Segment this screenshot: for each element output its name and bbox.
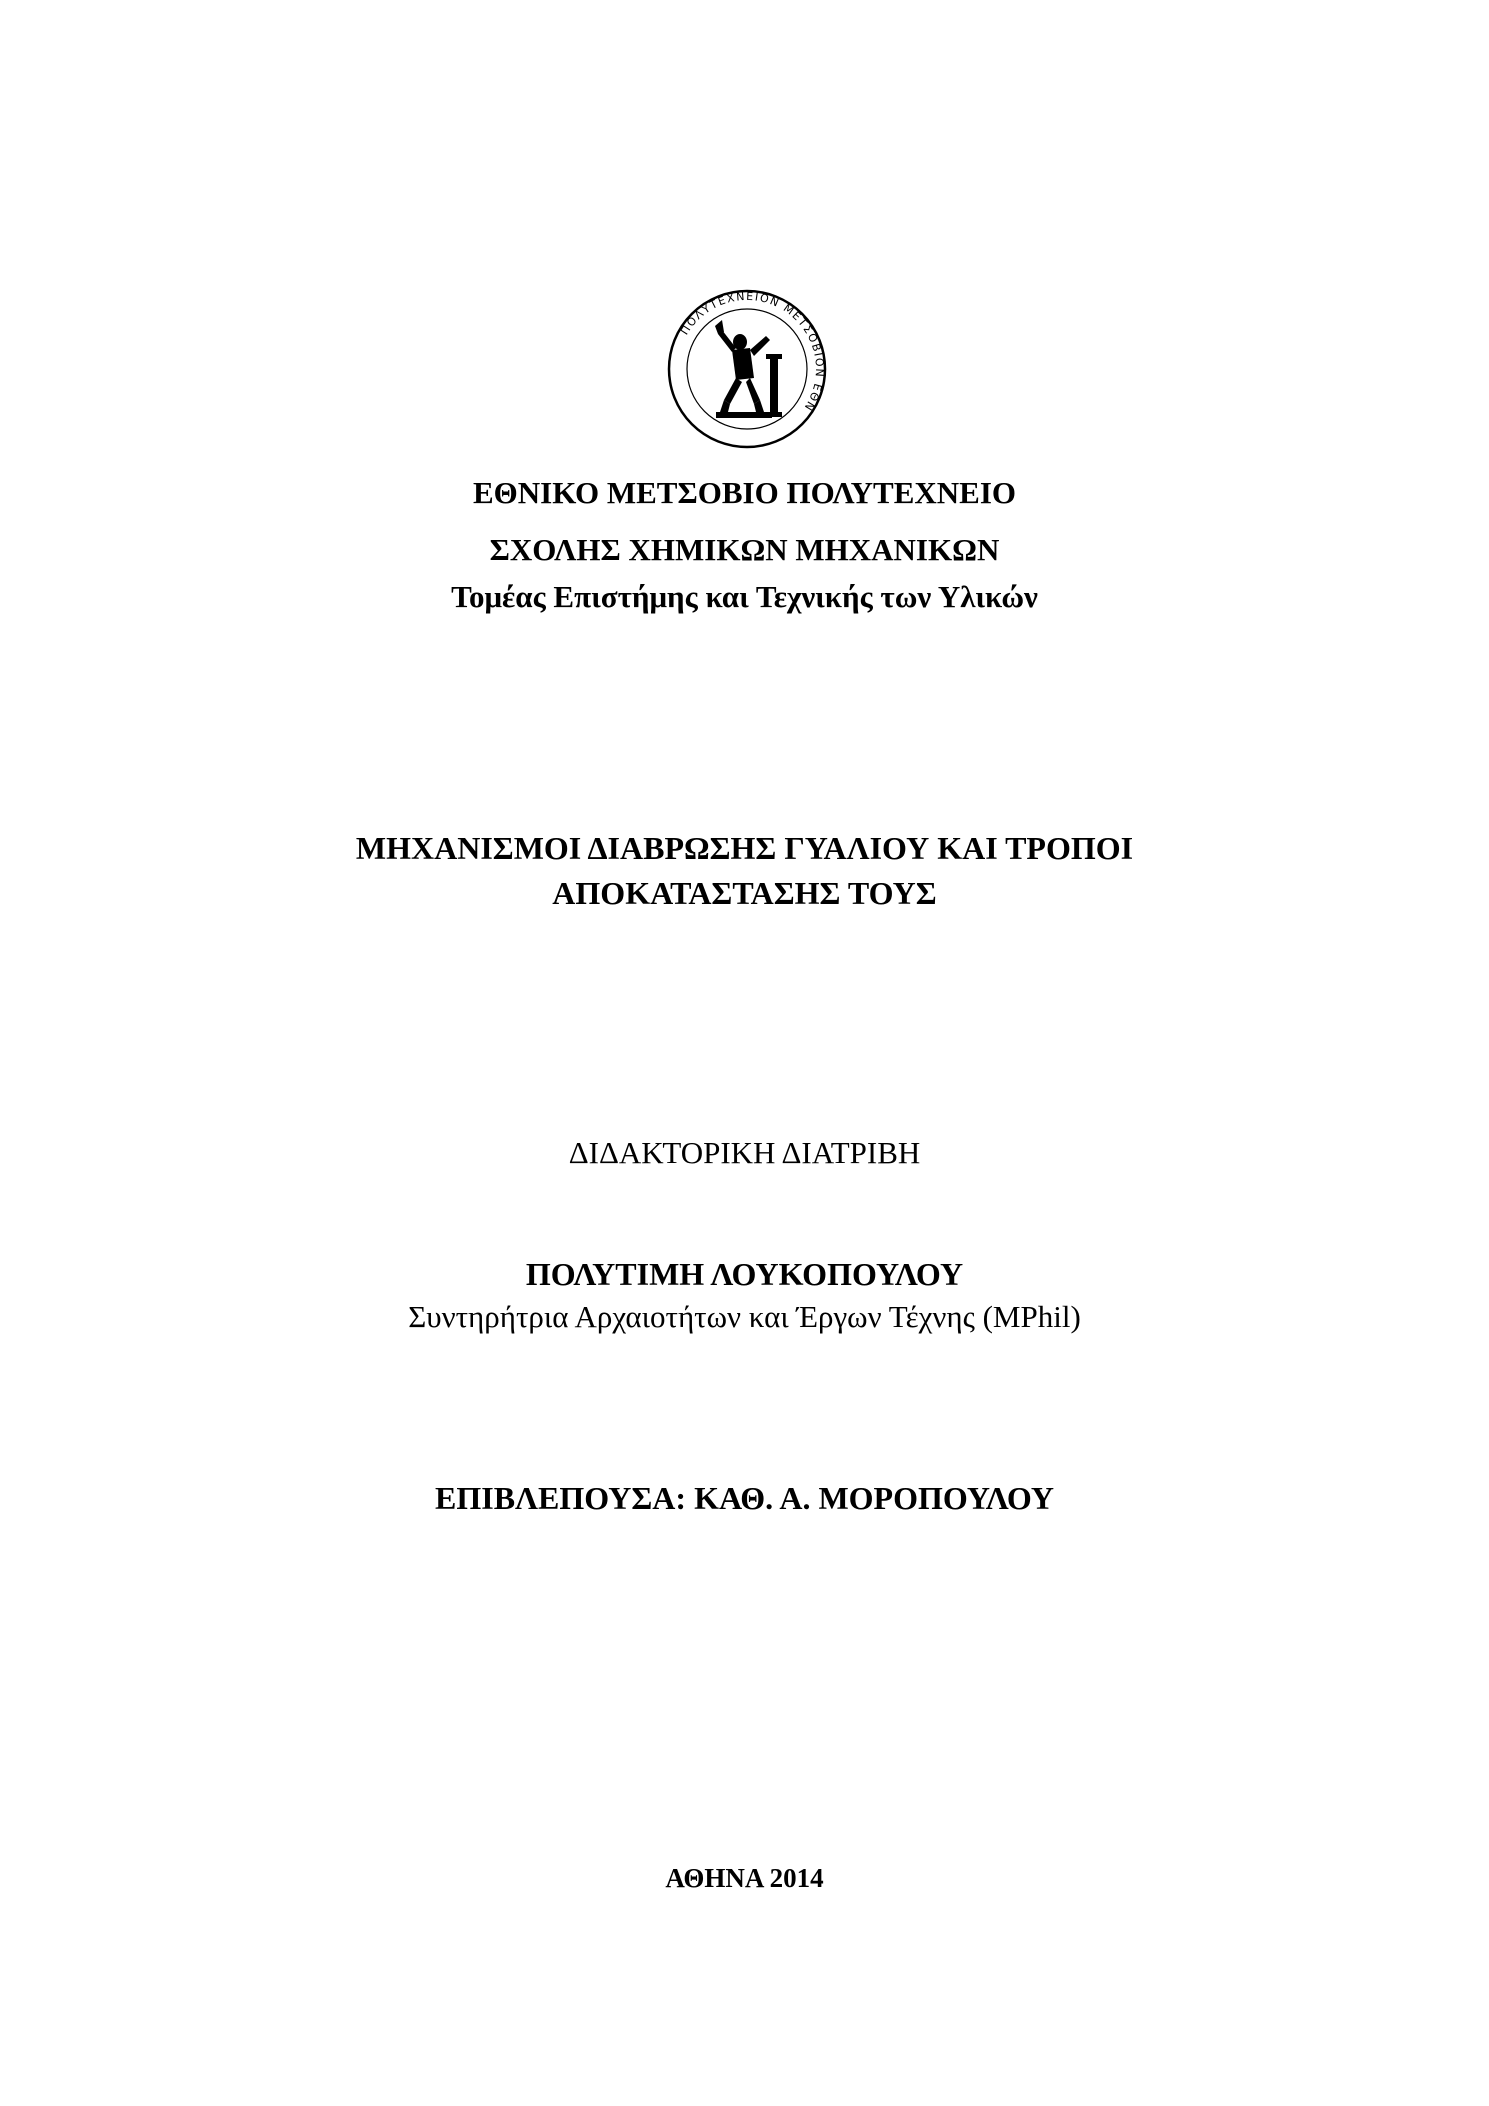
author-name: ΠΟΛΥΤΙΜΗ ΛΟΥΚΟΠΟΥΛΟΥ — [525, 1256, 964, 1292]
thesis-type: ΔΙΔΑΚΤΟΡΙΚΗ ΔΙΑΤΡΙΒΗ — [568, 1135, 921, 1170]
university-name: ΕΘΝΙΚΟ ΜΕΤΣΟΒΙΟ ΠΟΛΥΤΕΧΝΕΙΟ — [472, 475, 1017, 510]
place-year: ΑΘΗΝΑ 2014 — [665, 1863, 824, 1893]
department-name: Τομέας Επιστήμης και Τεχνικής των Υλικών — [451, 579, 1038, 614]
supervisor: ΕΠΙΒΛΕΠΟΥΣΑ: ΚΑΘ. Α. ΜΟΡΟΠΟΥΛΟΥ — [435, 1480, 1054, 1516]
author-role: Συντηρήτρια Αρχαιοτήτων και Έργων Τέχνης (MPhil) — [408, 1299, 1081, 1334]
thesis-title-line-2: ΑΠΟΚΑΤΑΣΤΑΣΗΣ ΤΟΥΣ — [552, 875, 937, 911]
thesis-title-line-1: ΜΗΧΑΝΙΣΜΟΙ ΔΙΑΒΡΩΣΗΣ ΓΥΑΛΙΟΥ ΚΑΙ ΤΡΟΠΟΙ — [355, 830, 1134, 866]
svg-text:ΠΟΛΥΤΕΧΝΕΙΟΝ ΜΕΤΣΟΒΙΟΝ ΕΘΝ: ΠΟΛΥΤΕΧΝΕΙΟΝ ΜΕΤΣΟΒΙΟΝ ΕΘΝ — [677, 289, 827, 415]
school-name: ΣΧΟΛΗΣ ΧΗΜΙΚΩΝ ΜΗΧΑΝΙΚΩΝ — [489, 532, 1000, 567]
university-seal-icon — [666, 288, 828, 450]
